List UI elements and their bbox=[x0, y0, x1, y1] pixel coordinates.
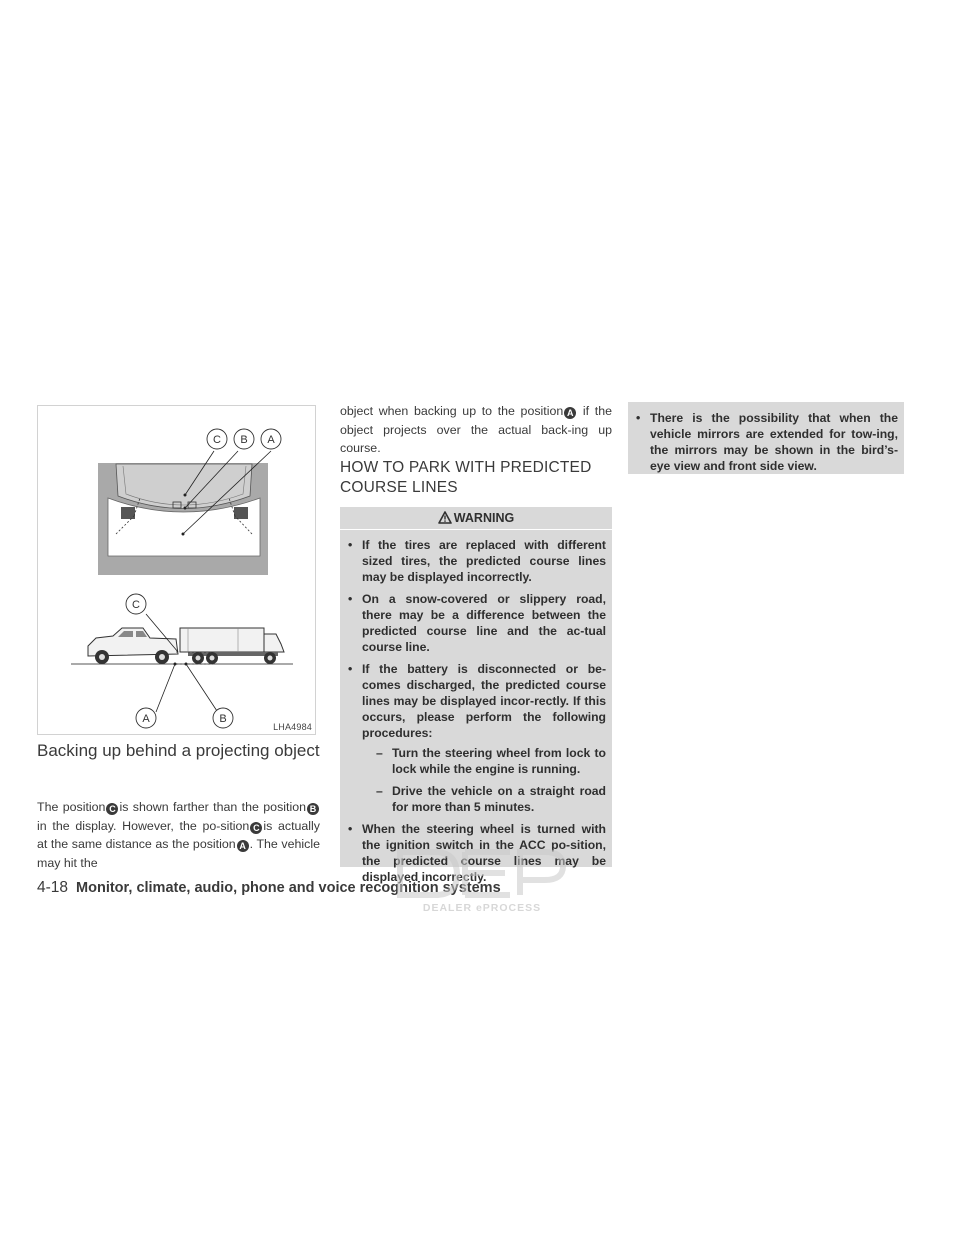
note-list bbox=[636, 410, 898, 474]
section-title: Backing up behind a projecting object bbox=[37, 741, 320, 760]
note-item: • There is the possibility that when the vehicle mirrors are extended for tow-ing, the mirrors may be shown in the bird’s-eye view and front side view. bbox=[636, 411, 898, 473]
body-part-2: is shown farther than the position bbox=[119, 800, 306, 814]
body-part-3: in the display. However, the po-sition bbox=[37, 818, 250, 833]
side-view-scene bbox=[71, 614, 293, 712]
body-part-4: is actually at the same distance as the position bbox=[37, 818, 320, 851]
dealer-eprocess-watermark-logo bbox=[395, 840, 570, 915]
warning-item: • On a snow-covered or slippery road, there may be a difference between the predicted course line and the ac-tual course line. bbox=[348, 592, 606, 654]
marker-a-icon: A bbox=[564, 407, 576, 419]
section-body bbox=[37, 798, 320, 872]
warning-item: • If the tires are replaced with different sized tires, the predicted course lines may be displayed incorrectly. bbox=[348, 538, 606, 584]
label-a-top: A bbox=[267, 434, 275, 446]
marker-a-icon: A bbox=[237, 840, 249, 852]
note-box bbox=[628, 402, 904, 474]
warning-title: WARNING bbox=[453, 511, 515, 525]
warning-header bbox=[340, 507, 612, 530]
procedure-list bbox=[362, 745, 606, 815]
warning-item: • When the steering wheel is turned with the ignition switch in the ACC po-sition, the predicted course lines may be displayed incorrectly. bbox=[348, 822, 606, 884]
page-number: 4-18 bbox=[37, 879, 69, 896]
body-part-5: . The vehicle may hit the bbox=[37, 837, 321, 870]
procedure-item: – Turn the steering wheel from lock to lock while the engine is running. bbox=[376, 746, 606, 776]
figure-code: LHA4984 bbox=[273, 722, 312, 732]
backup-diagram bbox=[38, 406, 317, 736]
marker-b-icon: B bbox=[307, 803, 319, 815]
watermark-text: DEALER ePROCESS bbox=[422, 902, 542, 914]
warning-triangle-icon bbox=[438, 511, 452, 524]
section-name: Monitor, climate, audio, phone and voice recognition systems bbox=[76, 880, 501, 896]
label-c-top: C bbox=[213, 434, 221, 446]
continuation-part-2: if the object projects over the actual back-ing up course. bbox=[340, 404, 612, 455]
parking-heading: HOW TO PARK WITH PREDICTED COURSE LINES bbox=[340, 459, 592, 496]
top-callout-labels bbox=[207, 429, 281, 449]
marker-c-icon: C bbox=[106, 803, 118, 815]
illustration-figure bbox=[37, 405, 316, 735]
warning-item: • If the battery is disconnected or be-comes discharged, the predicted course lines may be displayed incor-rectly. If this occurs, please perform the following procedures: – Turn the steering wheel from lock to lock while the engine is running. – Drive the vehicle on a straight road for more than 5 minutes. bbox=[348, 662, 606, 814]
label-a-bottom: A bbox=[142, 713, 150, 725]
label-b-top: B bbox=[240, 434, 248, 446]
label-c-side: C bbox=[132, 599, 140, 611]
warning-box bbox=[340, 507, 612, 884]
body-part-1: The position bbox=[37, 800, 106, 814]
procedure-item: – Drive the vehicle on a straight road for more than 5 minutes. bbox=[376, 784, 606, 814]
camera-display-view bbox=[98, 451, 271, 575]
continuation-text bbox=[340, 402, 612, 458]
marker-c-icon: C bbox=[250, 822, 262, 834]
continuation-part-1: object when backing up to the position bbox=[340, 404, 564, 418]
label-b-bottom: B bbox=[219, 713, 227, 725]
warning-list bbox=[348, 537, 606, 885]
